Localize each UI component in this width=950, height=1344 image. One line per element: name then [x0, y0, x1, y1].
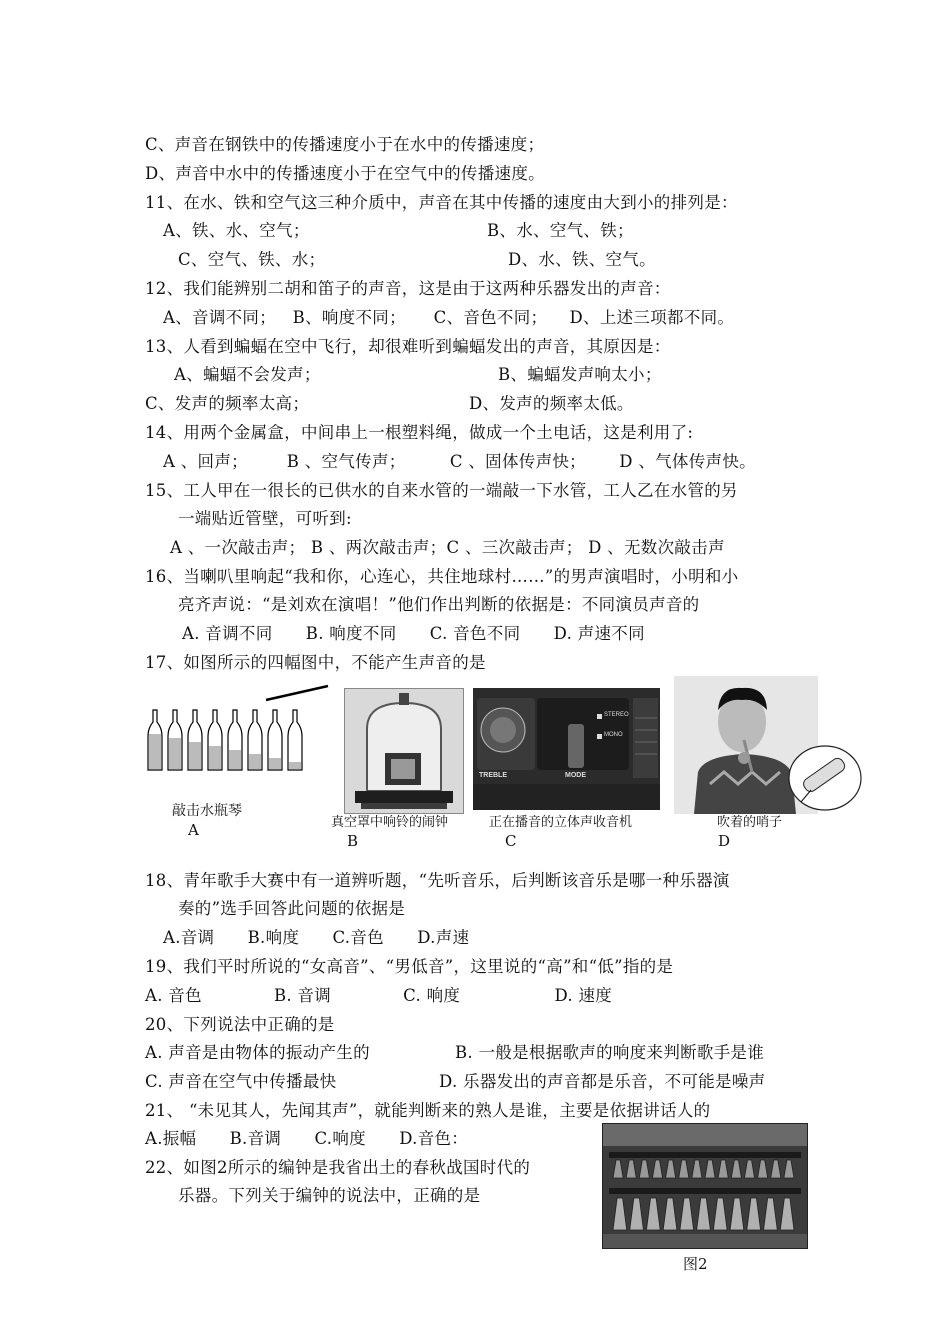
bottle-shape [168, 710, 182, 770]
q13-option-a: A、蝙蝠不会发声； [174, 365, 321, 384]
bottle-shape [228, 710, 242, 770]
q13-option-c: C、发声的频率太高； [145, 394, 310, 413]
figure-2-caption: 图2 [683, 1255, 708, 1273]
option-11d-line: D、声音中水中的传播速度小于在空气中的传播速度。 [145, 164, 545, 183]
question-21: 21、 “未见其人，先闻其声”，就能判断来的熟人是谁，主要是依据讲话人的 [145, 1101, 711, 1120]
question-18-cont: 奏的”选手回答此问题的依据是 [178, 899, 406, 918]
question-18: 18、青年歌手大赛中有一道辨听题，“先听音乐，后判断该音乐是哪一种乐器演 [145, 871, 730, 890]
q20-option-a: A. 声音是由物体的振动产生的 [145, 1043, 370, 1062]
q20-option-b: B. 一般是根据歌声的响度来判断歌手是谁 [455, 1043, 765, 1062]
q12-options: A、音调不同； B、响度不同； C、音色不同； D、上述三项都不同。 [163, 308, 735, 327]
question-14: 14、用两个金属盒，中间串上一根塑料绳，做成一个土电话，这是利用了: [145, 423, 694, 442]
question-11: 11、在水、铁和空气这三种介质中，声音在其中传播的速度由大到小的排列是： [145, 193, 738, 212]
bottle-shape [208, 710, 222, 770]
bottle-shape [188, 710, 202, 770]
question-15: 15、工人甲在一很长的已供水的自来水管的一端敲一下水管，工人乙在水管的另 [145, 481, 738, 500]
q13-option-b: B、蝙蝠发声响太小； [498, 365, 662, 384]
option-11c-line: C、声音在钢铁中的传播速度小于在水中的传播速度； [145, 135, 545, 154]
q20-option-d: D. 乐器发出的声音都是乐音，不可能是噪声 [439, 1072, 766, 1091]
mode-label: MODE [565, 772, 586, 779]
q11-option-d: D、水、铁、空气。 [508, 250, 656, 269]
question-20: 20、下列说法中正确的是 [145, 1015, 335, 1034]
q13-option-d: D、发声的频率太低。 [469, 394, 634, 413]
q16-options: A. 音调不同 B. 响度不同 C. 音色不同 D. 声速不同 [182, 624, 645, 643]
question-22-cont: 乐器。下列关于编钟的说法中，正确的是 [178, 1186, 481, 1205]
figure-a-caption: 敲击水瓶琴 [172, 803, 242, 819]
whistle-icon [787, 744, 863, 812]
question-15-cont: 一端贴近管壁，可听到: [178, 509, 352, 528]
q11-option-a: A、铁、水、空气； [163, 221, 310, 240]
bottle-shape [268, 710, 282, 770]
stereo-radio-photo [473, 688, 660, 810]
bianzhong-bells-photo [602, 1123, 808, 1249]
bell-jar-alarm-clock-photo [344, 688, 464, 814]
figure-c-caption: 正在播音的立体声收音机 [489, 815, 633, 830]
q19-options: A. 音色 B. 音调 C. 响度 D. 速度 [145, 986, 613, 1005]
q14-options: A 、回声； B 、空气传声； C 、固体传声快； D 、气体传声快。 [163, 452, 756, 471]
q20-option-c: C. 声音在空气中传播最快 [145, 1072, 337, 1091]
figure-a-letter: A [188, 821, 199, 839]
bottle-shape [148, 710, 162, 770]
q21-options: A.振幅 B.音调 C.响度 D.音色： [145, 1129, 469, 1148]
question-12: 12、我们能辨别二胡和笛子的声音，这是由于这两种乐器发出的声音： [145, 279, 671, 298]
bottle-shape [248, 710, 262, 770]
stereo-label: STEREO [604, 712, 629, 718]
q11-option-b: B、水、空气、铁； [487, 221, 634, 240]
figure-d-letter: D [718, 832, 731, 850]
mono-label: MONO [604, 732, 623, 738]
bottle-shape [288, 710, 302, 770]
question-16-cont: 亮齐声说：“是刘欢在演唱！”他们作出判断的依据是：不同演员声音的 [178, 595, 700, 614]
q11-option-c: C、空气、铁、水； [178, 250, 326, 269]
figure-b-letter: B [347, 832, 359, 850]
question-17: 17、如图所示的四幅图中，不能产生声音的是 [145, 653, 486, 672]
q18-options: A.音调 B.响度 C.音色 D.声速 [163, 928, 470, 947]
question-13: 13、人看到蝙蝠在空中飞行，却很难听到蝙蝠发出的声音，其原因是： [145, 337, 671, 356]
question-22: 22、如图2所示的编钟是我省出土的春秋战国时代的 [145, 1158, 531, 1177]
question-16: 16、当喇叭里响起“我和你，心连心，共住地球村……”的男声演唱时，小明和小 [145, 567, 739, 586]
figure-c-letter: C [505, 832, 517, 850]
question-19: 19、我们平时所说的“女高音”、“男低音”，这里说的“高”和“低”指的是 [145, 957, 674, 976]
figure-d-caption: 吹着的哨子 [717, 815, 783, 830]
q15-options: A 、一次敲击声； B 、两次敲击声；C 、三次敲击声； D 、无数次敲击声 [170, 538, 725, 557]
figure-b-caption: 真空罩中响铃的闹钟 [331, 815, 449, 830]
water-bottle-xylophone-figure [142, 682, 334, 774]
treble-label: TREBLE [479, 772, 507, 779]
